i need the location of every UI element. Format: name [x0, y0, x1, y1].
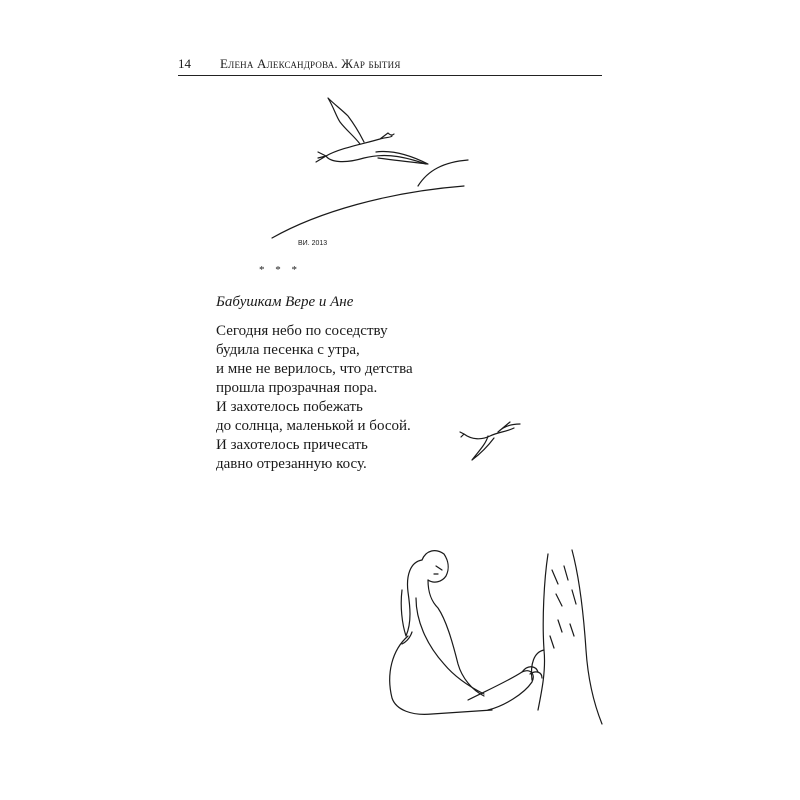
poem-line: будила песенка с утра, [216, 342, 360, 358]
girl-head [422, 551, 448, 582]
poem-line: прошла прозрачная пора. [216, 380, 378, 396]
bird-upper-wing [328, 98, 364, 144]
poem-line: и мне не верилось, что детства [216, 361, 413, 377]
poem-line: до солнца, маленькой и босой. [216, 418, 411, 434]
tree-bark [550, 566, 576, 648]
girl-arm [416, 598, 484, 694]
poem-line: давно отрезанную косу. [216, 456, 367, 472]
sketch-signature: ВИ. 2013 [298, 240, 328, 247]
bird-body [326, 133, 426, 164]
girl-seat [390, 636, 492, 714]
girl-hair [401, 560, 422, 636]
near-hill [272, 186, 464, 238]
poem-text [216, 322, 413, 474]
tree-trunk-left [538, 554, 548, 710]
girl-body [428, 580, 484, 696]
bird-tail [316, 152, 326, 162]
running-title: Елена Александрова. Жар бытия [220, 56, 401, 71]
header-rule [178, 75, 602, 76]
poem-line: И захотелось побежать [216, 399, 363, 415]
poem-dedication: Бабушкам Вере и Ане [216, 294, 354, 310]
page-number: 14 [178, 56, 191, 71]
poem-line: И захотелось причесать [216, 437, 368, 453]
section-separator: * * * [259, 264, 301, 276]
bird-over-hills-sketch [268, 92, 478, 252]
poem-line: Сегодня небо по соседству [216, 323, 388, 339]
tree-trunk-right [572, 550, 602, 724]
girl-by-tree-sketch [372, 540, 612, 730]
running-head [178, 56, 602, 74]
small-bird-sketch [458, 418, 524, 466]
